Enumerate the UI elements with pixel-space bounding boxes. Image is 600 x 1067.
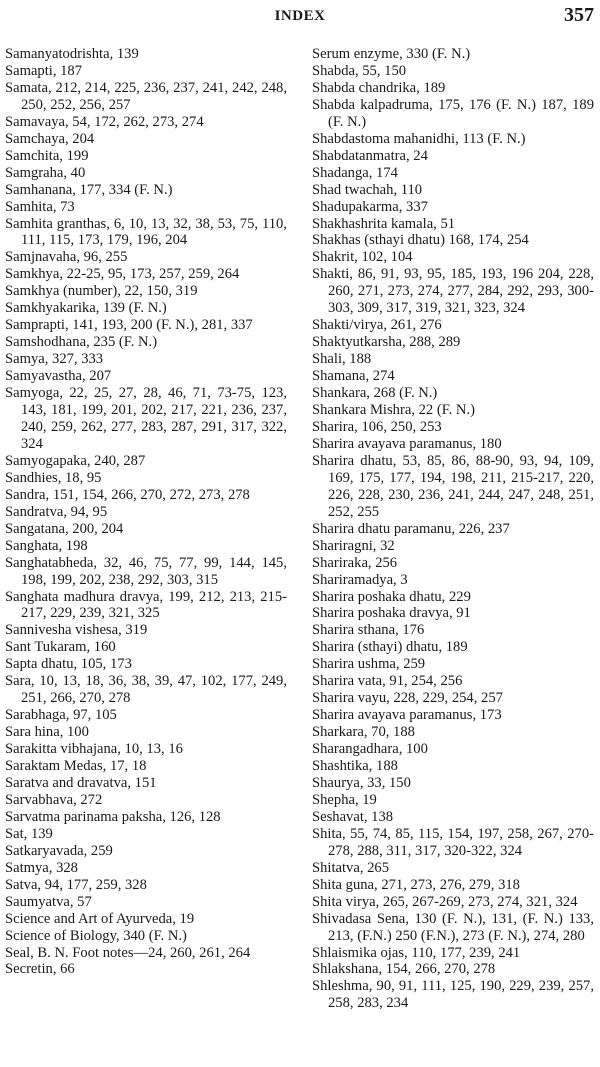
- index-entry: Sapta dhatu, 105, 173: [5, 656, 132, 673]
- index-entry: Shaurya, 33, 150: [312, 774, 411, 791]
- index-entry: Shakti/virya, 261, 276: [312, 317, 442, 334]
- index-entry: Sanghata, 198: [5, 537, 88, 554]
- index-entry: Science of Biology, 340 (F. N.): [5, 927, 187, 944]
- index-entry: Shankara Mishra, 22 (F. N.): [312, 402, 475, 419]
- index-entry: Shlaismika ojas, 110, 177, 239, 241: [312, 944, 521, 961]
- index-entry: Samgraha, 40: [5, 164, 86, 181]
- index-entry: Sannivesha vishesa, 319: [5, 622, 148, 639]
- index-entry: Shakhashrita kamala, 51: [312, 215, 456, 232]
- index-entry: Satkaryavada, 259: [5, 842, 113, 859]
- index-entry: Sharira ushma, 259: [312, 656, 426, 673]
- index-entry: Shadupakarma, 337: [312, 198, 428, 215]
- index-entry: Samhita, 73: [5, 198, 75, 215]
- index-entry: Shleshma, 90, 91, 111, 125, 190, 229, 239, 257, 258, 283, 234: [312, 978, 594, 1012]
- index-entry: Samhanana, 177, 334 (F. N.): [5, 181, 173, 198]
- index-entry: Sarabhaga, 97, 105: [5, 707, 117, 724]
- index-entry: Shali, 188: [312, 351, 372, 368]
- index-entry: Saraktam Medas, 17, 18: [5, 758, 147, 775]
- index-entry: Sandra, 151, 154, 266, 270, 272, 273, 278: [5, 486, 250, 503]
- index-entry: Shakti, 86, 91, 93, 95, 185, 193, 196 204, 228, 260, 271, 273, 274, 277, 284, 292, 293, 300-303, 309, 317, 319, 321, 323, 324: [312, 266, 594, 317]
- index-column-right: [312, 46, 594, 1012]
- index-entry: Sharira poshaka dravya, 91: [312, 605, 471, 622]
- index-entry: Sat, 139: [5, 825, 53, 842]
- index-entry: Satva, 94, 177, 259, 328: [5, 876, 147, 893]
- index-entry: Shepha, 19: [312, 791, 377, 808]
- index-entry: Sandhies, 18, 95: [5, 469, 102, 486]
- index-entry: Shakhas (sthayi dhatu) 168, 174, 254: [312, 232, 529, 249]
- index-entry: Seshavat, 138: [312, 808, 394, 825]
- index-entry: Sandratva, 94, 95: [5, 503, 108, 520]
- index-entry: Shamana, 274: [312, 368, 395, 385]
- index-entry: Sanghatabheda, 32, 46, 75, 77, 99, 144, 145, 198, 199, 202, 238, 292, 303, 315: [5, 554, 287, 588]
- index-entry: Samanyatodrishta, 139: [5, 46, 139, 62]
- index-entry: Samprapti, 141, 193, 200 (F. N.), 281, 337: [5, 317, 253, 334]
- index-entry: Shivadasa Sena, 130 (F. N.), 131, (F. N.) 133, 213, (F.N.) 250 (F.N.), 273 (F. N.), 274, 280: [312, 910, 594, 944]
- index-entry: Shadanga, 174: [312, 164, 398, 181]
- index-entry: Sharira avayava paramanus, 180: [312, 435, 502, 452]
- index-entry: Shitatva, 265: [312, 859, 390, 876]
- index-entry: Samyoga, 22, 25, 27, 28, 46, 71, 73-75, 123, 143, 181, 199, 201, 202, 217, 221, 236, 237, 240, 259, 262, 277, 283, 287, 291, 317, 322, 324: [5, 385, 287, 452]
- index-entry: Sharira vata, 91, 254, 256: [312, 673, 463, 690]
- index-entry: Shabdastoma mahanidhi, 113 (F. N.): [312, 130, 526, 147]
- index-entry: Samkhyakarika, 139 (F. N.): [5, 300, 167, 317]
- index-entry: Sarakitta vibhajana, 10, 13, 16: [5, 741, 183, 758]
- index-entry: Saumyatva, 57: [5, 893, 92, 910]
- index-entry: Shita virya, 265, 267-269, 273, 274, 321, 324: [312, 893, 578, 910]
- index-entry: Samjnavaha, 96, 255: [5, 249, 128, 266]
- index-entry: Samyavastha, 207: [5, 368, 112, 385]
- index-entry: Samshodhana, 235 (F. N.): [5, 334, 158, 351]
- index-entry: Shlakshana, 154, 266, 270, 278: [312, 961, 496, 978]
- index-entry: Samavaya, 54, 172, 262, 273, 274: [5, 113, 204, 130]
- index-entry: Shabda kalpadruma, 175, 176 (F. N.) 187, 189 (F. N.): [312, 96, 594, 130]
- index-entry: Samchaya, 204: [5, 130, 95, 147]
- index-entry: Shariragni, 32: [312, 537, 395, 554]
- index-entry: Samya, 327, 333: [5, 351, 104, 368]
- index-column-left: [5, 46, 287, 978]
- index-entry: Sara hina, 100: [5, 724, 89, 741]
- index-entry: Sharangadhara, 100: [312, 741, 428, 758]
- index-entry: Shashtika, 188: [312, 758, 398, 775]
- index-entry: Samyogapaka, 240, 287: [5, 452, 146, 469]
- index-entry: Saratva and dravatva, 151: [5, 774, 157, 791]
- index-entry: Sharirakа, 256: [312, 554, 398, 571]
- index-entry: Shabda, 55, 150: [312, 62, 407, 79]
- index-entry: Samhita granthas, 6, 10, 13, 32, 38, 53, 75, 110, 111, 115, 173, 179, 196, 204: [5, 215, 287, 249]
- index-entry: Samchita, 199: [5, 147, 89, 164]
- index-entry: Samkhya, 22-25, 95, 173, 257, 259, 264: [5, 266, 240, 283]
- index-entry: Sharira vayu, 228, 229, 254, 257: [312, 690, 503, 707]
- index-entry: Sanghata madhura dravya, 199, 212, 213, 215-217, 229, 239, 321, 325: [5, 588, 287, 622]
- index-entry: Shankara, 268 (F. N.): [312, 385, 438, 402]
- index-entry: Sharira (sthayi) dhatu, 189: [312, 639, 468, 656]
- index-entry: Sharira avayava paramanus, 173: [312, 707, 502, 724]
- index-entry: Serum enzyme, 330 (F. N.): [312, 46, 471, 62]
- page-number: 357: [564, 4, 594, 26]
- index-entry: Shita, 55, 74, 85, 115, 154, 197, 258, 267, 270-278, 288, 311, 317, 320-322, 324: [312, 825, 594, 859]
- index-entry: Sharira dhatu paramanu, 226, 237: [312, 520, 510, 537]
- index-entry: Sharira, 106, 250, 253: [312, 418, 442, 435]
- index-entry: Samkhya (number), 22, 150, 319: [5, 283, 198, 300]
- index-entry: Shad twachah, 110: [312, 181, 423, 198]
- index-entry: Shabdatanmatra, 24: [312, 147, 428, 164]
- index-entry: Seal, B. N. Foot notes—24, 260, 261, 264: [5, 944, 251, 961]
- page-title: INDEX: [274, 8, 326, 24]
- index-entry: Sharira poshaka dhatu, 229: [312, 588, 471, 605]
- index-entry: Shariramadya, 3: [312, 571, 408, 588]
- index-entry: Sharkara, 70, 188: [312, 724, 415, 741]
- index-entry: Shita guna, 271, 273, 276, 279, 318: [312, 876, 520, 893]
- index-entry: Sant Tukaram, 160: [5, 639, 116, 656]
- index-entry: Samapti, 187: [5, 62, 83, 79]
- index-entry: Secretin, 66: [5, 961, 75, 978]
- page-header: [0, 0, 600, 40]
- index-entry: Shaktyutkarsha, 288, 289: [312, 334, 461, 351]
- index-entry: Samata, 212, 214, 225, 236, 237, 241, 242, 248, 250, 252, 256, 257: [5, 79, 287, 113]
- index-entry: Shabda chandrika, 189: [312, 79, 446, 96]
- index-entry: Sharira dhatu, 53, 85, 86, 88-90, 93, 94, 109, 169, 175, 177, 194, 198, 211, 215-217, 220, 226, 228, 230, 236, 241, 244, 247, 248, 251, 252, 255: [312, 452, 594, 520]
- index-entry: Shakrit, 102, 104: [312, 249, 413, 266]
- index-entry: Science and Art of Ayurveda, 19: [5, 910, 195, 927]
- index-entry: Satmya, 328: [5, 859, 78, 876]
- index-entry: Sharira sthana, 176: [312, 622, 425, 639]
- index-entry: Sara, 10, 13, 18, 36, 38, 39, 47, 102, 177, 249, 251, 266, 270, 278: [5, 673, 287, 707]
- index-entry: Sarvatma parinama paksha, 126, 128: [5, 808, 221, 825]
- index-entry: Sarvabhava, 272: [5, 791, 103, 808]
- index-entry: Sangatana, 200, 204: [5, 520, 124, 537]
